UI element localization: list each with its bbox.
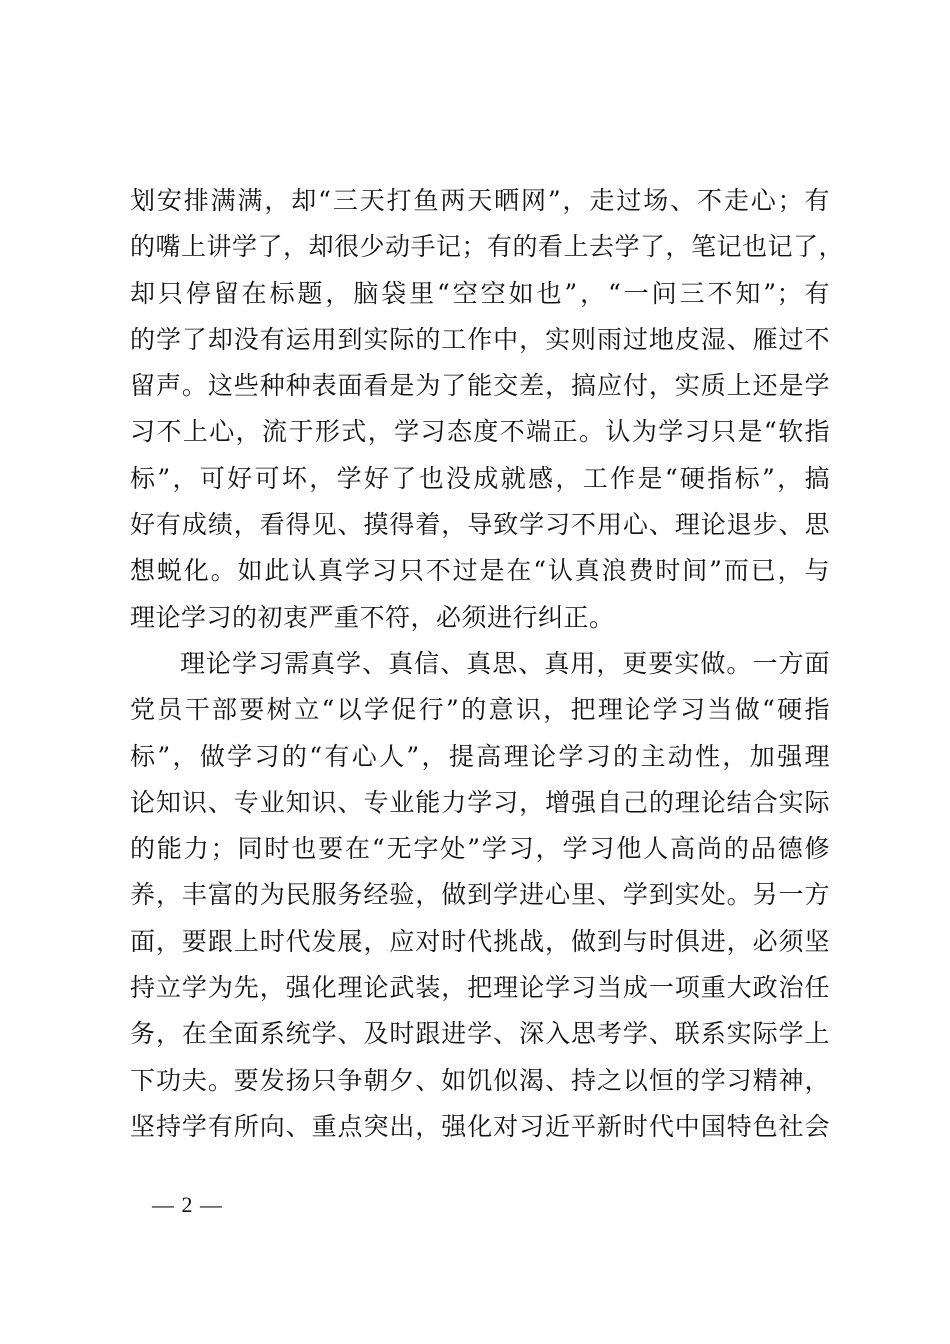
text-line: 理论学习需真学、真信、真思、真用，更要实做。一方面 [180, 648, 830, 678]
text-line: 的能力；同时也要在“无字处”学习，学习他人高尚的品德修 [130, 834, 830, 864]
text-line: 论知识、专业知识、专业能力学习，增强自己的理论结合实际 [130, 787, 830, 817]
text-line: 的学了却没有运用到实际的工作中，实则雨过地皮湿、雁过不 [130, 324, 830, 354]
body-text [130, 178, 845, 1150]
text-line: 的嘴上讲学了，却很少动手记；有的看上去学了，笔记也记了， [130, 232, 845, 262]
text-line: 下功夫。要发扬只争朝夕、如饥似渴、持之以恒的学习精神， [130, 1065, 830, 1095]
text-line: 想蜕化。如此认真学习只不过是在“认真浪费时间”而已，与 [130, 556, 830, 586]
text-line: 持立学为先，强化理论武装，把理论学习当成一项重大政治任 [130, 973, 830, 1003]
text-line: 却只停留在标题，脑袋里“空空如也”，“一问三不知”；有 [130, 278, 830, 308]
text-line: 留声。这些种种表面看是为了能交差，搞应付，实质上还是学 [130, 371, 830, 401]
text-line: 理论学习的初衷严重不符，必须进行纠正。 [130, 602, 615, 632]
text-line: 标”，可好可坏，学好了也没成就感，工作是“硬指标”，搞 [130, 463, 830, 493]
text-line: 划安排满满，却“三天打鱼两天晒网”，走过场、不走心；有 [130, 186, 830, 215]
text-line: 养，丰富的为民服务经验，做到学进心里、学到实处。另一方 [130, 880, 830, 910]
text-line: 党员干部要树立“以学促行”的意识，把理论学习当做“硬指 [130, 695, 830, 725]
text-line: 标”，做学习的“有心人”，提高理论学习的主动性，加强理 [130, 741, 830, 771]
text-line: 习不上心，流于形式，学习态度不端正。认为学习只是“软指 [130, 417, 830, 447]
page-number: — 2 — [152, 1192, 223, 1217]
text-line: 好有成绩，看得见、摸得着，导致学习不用心、理论退步、思 [130, 510, 830, 540]
text-line: 面，要跟上时代发展，应对时代挑战，做到与时俱进，必须坚 [130, 926, 830, 956]
text-line: 务，在全面系统学、及时跟进学、深入思考学、联系实际学上 [130, 1019, 830, 1049]
paragraph-2 [130, 641, 830, 1150]
paragraph-1 [130, 178, 845, 641]
text-line: 坚持学有所向、重点突出，强化对习近平新时代中国特色社会 [130, 1111, 830, 1141]
